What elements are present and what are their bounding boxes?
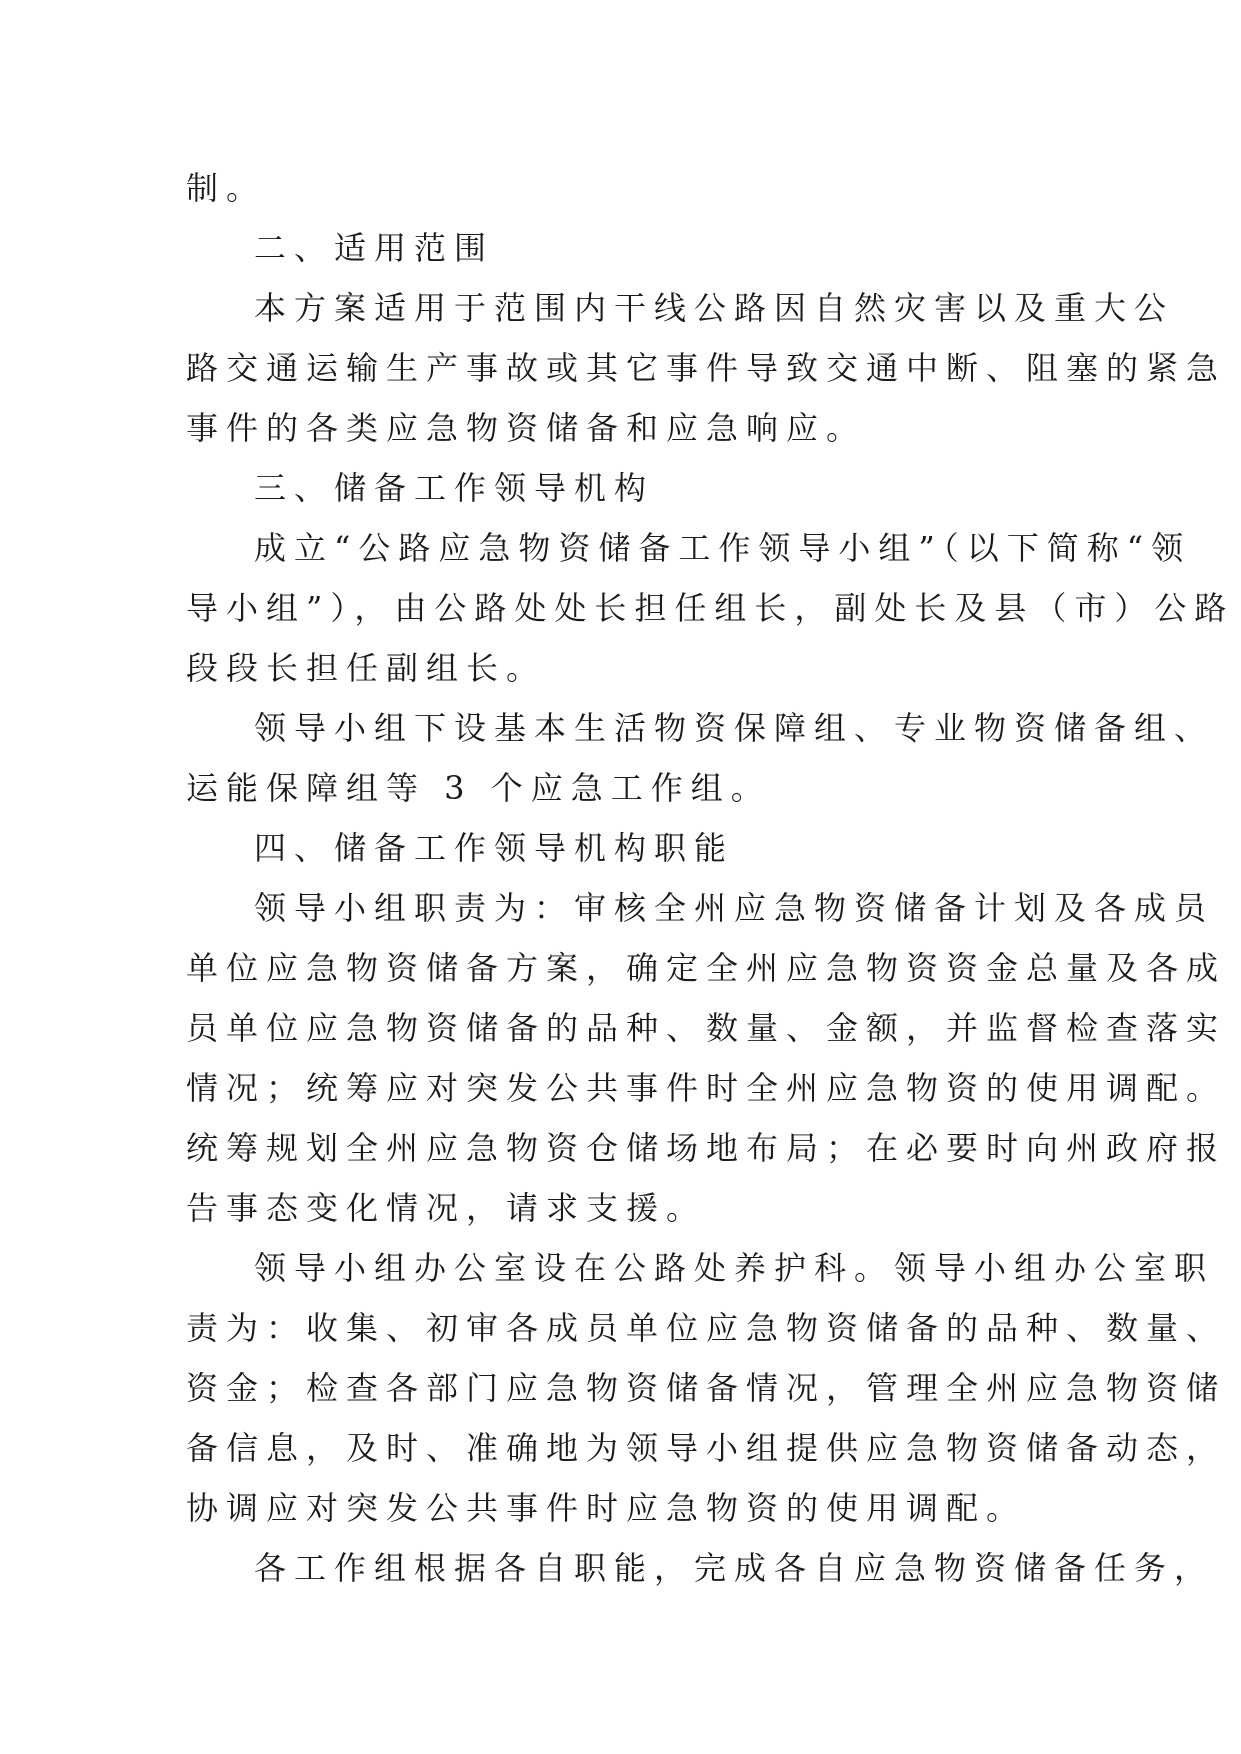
text-line: 本方案适用于范围内干线公路因自然灾害以及重大公 [254,289,1175,327]
text-line: 备信息，及时、准确地为领导小组提供应急物资储备动态， [186,1429,1227,1467]
text-line: 导小组”），由公路处处长担任组长，副处长及县（市）公路 [186,589,1235,627]
text-line: 领导小组下设基本生活物资保障组、专业物资储备组、 [254,709,1215,747]
text-line: 制。 [186,169,267,207]
text-line: 责为：收集、初审各成员单位应急物资储备的品种、数量、 [186,1309,1227,1347]
text-line: 告事态变化情况，请求支援。 [186,1189,707,1227]
text-line: 资金；检查各部门应急物资储备情况，管理全州应急物资储 [186,1369,1227,1407]
text-line: 领导小组办公室设在公路处养护科。领导小组办公室职 [254,1249,1215,1287]
text-line: 情况；统筹应对突发公共事件时全州应急物资的使用调配。 [186,1069,1227,1107]
text-line: 各工作组根据各自职能，完成各自应急物资储备任务， [254,1549,1215,1587]
text-line: 事件的各类应急物资储备和应急响应。 [186,409,867,447]
text-line: 员单位应急物资储备的品种、数量、金额，并监督检查落实 [186,1009,1227,1047]
text-line: 成立“公路应急物资储备工作领导小组”（以下简称“领 [254,529,1192,567]
text-line: 协调应对突发公共事件时应急物资的使用调配。 [186,1489,1027,1527]
text-line: 统筹规划全州应急物资仓储场地布局；在必要时向州政府报 [186,1129,1227,1167]
section-heading: 四、储备工作领导机构职能 [254,829,735,867]
text-line: 单位应急物资储备方案，确定全州应急物资资金总量及各成 [186,949,1227,987]
text-line: 领导小组职责为：审核全州应急物资储备计划及各成员 [254,889,1215,927]
section-heading: 二、适用范围 [254,229,495,267]
text-line: 段段长担任副组长。 [186,649,547,687]
section-heading: 三、储备工作领导机构 [254,469,655,507]
text-line: 运能保障组等 3 个应急工作组。 [186,769,771,807]
text-line: 路交通运输生产事故或其它事件导致交通中断、阻塞的紧急 [186,349,1227,387]
